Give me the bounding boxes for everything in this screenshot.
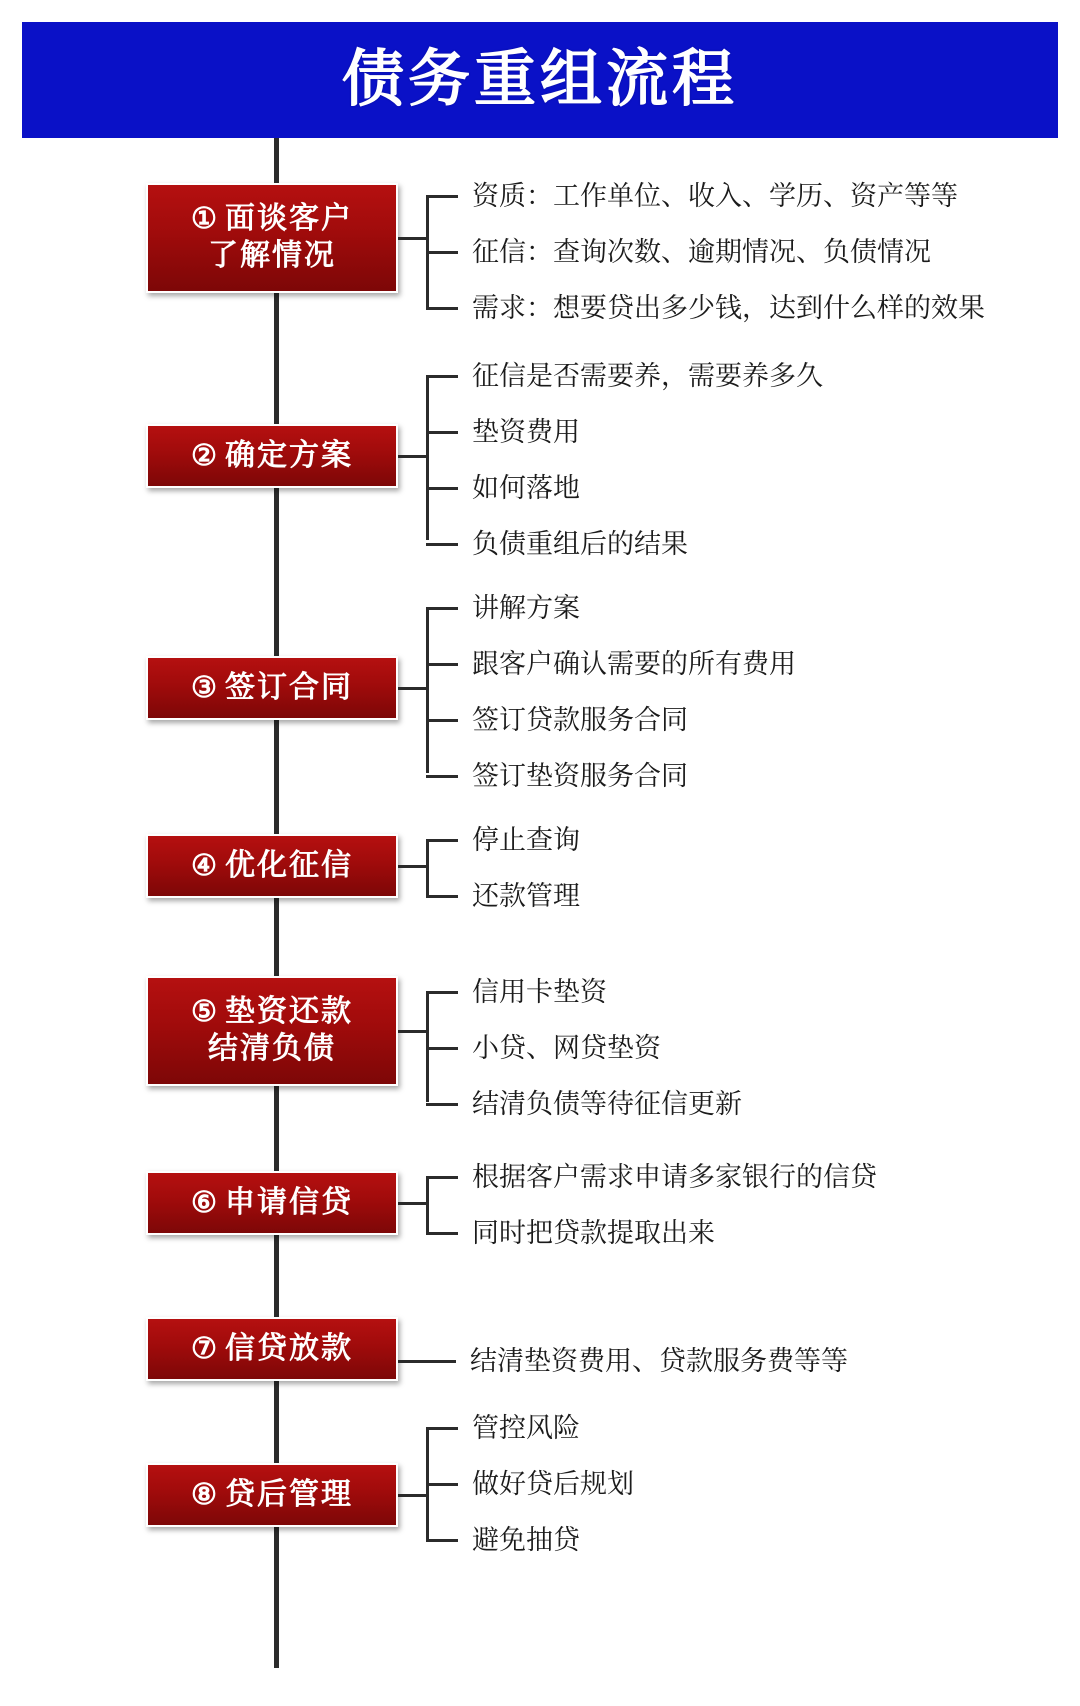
step-6-label-a: 申请信贷 — [225, 1185, 353, 1219]
step-8-box[interactable] — [146, 1463, 398, 1527]
step-3-number: ③ — [191, 671, 219, 704]
step-6-branch-item-1 — [426, 1164, 877, 1191]
tick-icon — [426, 1232, 458, 1235]
tick-icon — [426, 607, 458, 610]
step-2-lead-line — [398, 455, 426, 458]
step-2-number: ② — [191, 439, 219, 472]
tick-icon — [398, 1360, 456, 1363]
tick-icon — [426, 307, 458, 310]
step-3-label-a: 签订合同 — [225, 670, 353, 704]
step-7-title-line-1 — [191, 1331, 353, 1368]
tick-icon — [426, 839, 458, 842]
step-2-branch-item-3 — [426, 475, 580, 502]
step-2-branch-text-3: 如何落地 — [472, 473, 580, 503]
step-4-branch-item-1 — [426, 827, 580, 854]
step-2-branch-item-2 — [426, 419, 580, 446]
flow-spine-line — [274, 138, 279, 1668]
step-1-box[interactable] — [146, 183, 398, 293]
step-8-branch-text-1: 管控风险 — [472, 1413, 580, 1443]
step-4-branch-item-2 — [426, 883, 580, 910]
tick-icon — [426, 375, 458, 378]
step-5-branch-text-1: 信用卡垫资 — [472, 977, 607, 1007]
step-2-title-line-1 — [191, 438, 353, 475]
step-4-label-a: 优化征信 — [225, 848, 353, 882]
step-5-branch-text-2: 小贷、网贷垫资 — [472, 1033, 661, 1063]
step-3-branch-item-1 — [426, 595, 580, 622]
step-8-label-a: 贷后管理 — [225, 1477, 353, 1511]
step-2-bracket — [426, 375, 429, 540]
step-7-label-a: 信贷放款 — [225, 1331, 353, 1365]
tick-icon — [426, 1483, 458, 1486]
step-5-title-line-1 — [191, 994, 353, 1031]
step-6-lead-line — [398, 1202, 426, 1205]
step-4-number: ④ — [191, 849, 219, 882]
step-5-lead-line — [398, 1030, 426, 1033]
step-7-number: ⑦ — [191, 1332, 219, 1365]
step-4-box[interactable] — [146, 834, 398, 898]
step-5-label-a: 垫资还款 — [225, 995, 353, 1029]
step-1-label-b: 了解情况 — [208, 239, 336, 272]
step-5-box[interactable] — [146, 976, 398, 1086]
step-1-branch-text-3: 需求：想要贷出多少钱，达到什么样的效果 — [472, 293, 985, 323]
step-3-branch-text-2: 跟客户确认需要的所有费用 — [472, 649, 796, 679]
step-5-branch-item-3 — [426, 1091, 742, 1118]
tick-icon — [426, 1539, 458, 1542]
step-7-box[interactable] — [146, 1317, 398, 1381]
step-2-branch-text-2: 垫资费用 — [472, 417, 580, 447]
step-3-branch-item-2 — [426, 651, 796, 678]
tick-icon — [426, 1103, 458, 1106]
tick-icon — [426, 1176, 458, 1179]
step-3-branch-text-4: 签订垫资服务合同 — [472, 761, 688, 791]
page-title: 债务重组流程 — [341, 45, 738, 114]
step-3-lead-line — [398, 687, 426, 690]
tick-icon — [426, 487, 458, 490]
step-1-branch-text-1: 资质：工作单位、收入、学历、资产等等 — [472, 181, 958, 211]
step-6-branch-text-2: 同时把贷款提取出来 — [472, 1218, 715, 1248]
tick-icon — [426, 431, 458, 434]
step-8-branch-text-2: 做好贷后规划 — [472, 1469, 634, 1499]
step-2-branch-text-4: 负债重组后的结果 — [472, 529, 688, 559]
step-6-box[interactable] — [146, 1171, 398, 1235]
step-5-number: ⑤ — [191, 996, 219, 1029]
step-1-lead-line — [398, 237, 426, 240]
step-1-number: ① — [191, 203, 219, 236]
tick-icon — [426, 195, 458, 198]
step-8-branch-item-2 — [426, 1471, 634, 1498]
tick-icon — [426, 1047, 458, 1050]
step-4-lead-line — [398, 865, 426, 868]
step-1-branch-text-2: 征信：查询次数、逾期情况、负债情况 — [472, 237, 931, 267]
step-2-branch-item-1 — [426, 363, 823, 390]
step-6-branch-text-1: 根据客户需求申请多家银行的信贷 — [472, 1162, 877, 1192]
step-8-branch-item-3 — [426, 1527, 580, 1554]
step-4-title-line-1 — [191, 848, 353, 885]
step-1-title-line-1 — [191, 201, 353, 238]
tick-icon — [426, 991, 458, 994]
step-4-branch-text-2: 还款管理 — [472, 881, 580, 911]
step-7-branch-text-1: 结清垫资费用、贷款服务费等等 — [470, 1346, 848, 1376]
step-5-label-b: 结清负债 — [208, 1032, 336, 1065]
step-3-branch-text-3: 签订贷款服务合同 — [472, 705, 688, 735]
step-2-branch-text-1: 征信是否需要养，需要养多久 — [472, 361, 823, 391]
tick-icon — [426, 1427, 458, 1430]
tick-icon — [426, 543, 458, 546]
tick-icon — [426, 895, 458, 898]
step-3-title-line-1 — [191, 670, 353, 707]
step-8-number: ⑧ — [191, 1478, 219, 1511]
title-banner — [22, 22, 1058, 138]
step-2-label-a: 确定方案 — [225, 438, 353, 472]
step-3-bracket — [426, 607, 429, 773]
step-3-branch-item-4 — [426, 763, 688, 790]
tick-icon — [426, 775, 458, 778]
step-8-lead-line — [398, 1494, 426, 1497]
tick-icon — [426, 719, 458, 722]
step-1-branch-item-1 — [426, 183, 958, 210]
step-3-branch-item-3 — [426, 707, 688, 734]
step-8-branch-item-1 — [426, 1415, 580, 1442]
step-8-branch-text-3: 避免抽贷 — [472, 1525, 580, 1555]
step-3-branch-text-1: 讲解方案 — [472, 593, 580, 623]
step-2-box[interactable] — [146, 424, 398, 488]
step-3-box[interactable] — [146, 656, 398, 720]
step-1-label-a: 面谈客户 — [225, 202, 353, 236]
step-6-branch-item-2 — [426, 1220, 715, 1247]
step-1-branch-item-3 — [426, 295, 985, 322]
step-5-branch-text-3: 结清负债等待征信更新 — [472, 1089, 742, 1119]
step-7-branch-item-1 — [398, 1348, 848, 1375]
step-8-title-line-1 — [191, 1477, 353, 1514]
step-4-branch-text-1: 停止查询 — [472, 825, 580, 855]
step-6-title-line-1 — [191, 1185, 353, 1222]
tick-icon — [426, 251, 458, 254]
step-6-number: ⑥ — [191, 1186, 219, 1219]
step-1-branch-item-2 — [426, 239, 931, 266]
step-2-branch-item-4 — [426, 531, 688, 558]
step-5-branch-item-2 — [426, 1035, 661, 1062]
tick-icon — [426, 663, 458, 666]
step-5-branch-item-1 — [426, 979, 607, 1006]
